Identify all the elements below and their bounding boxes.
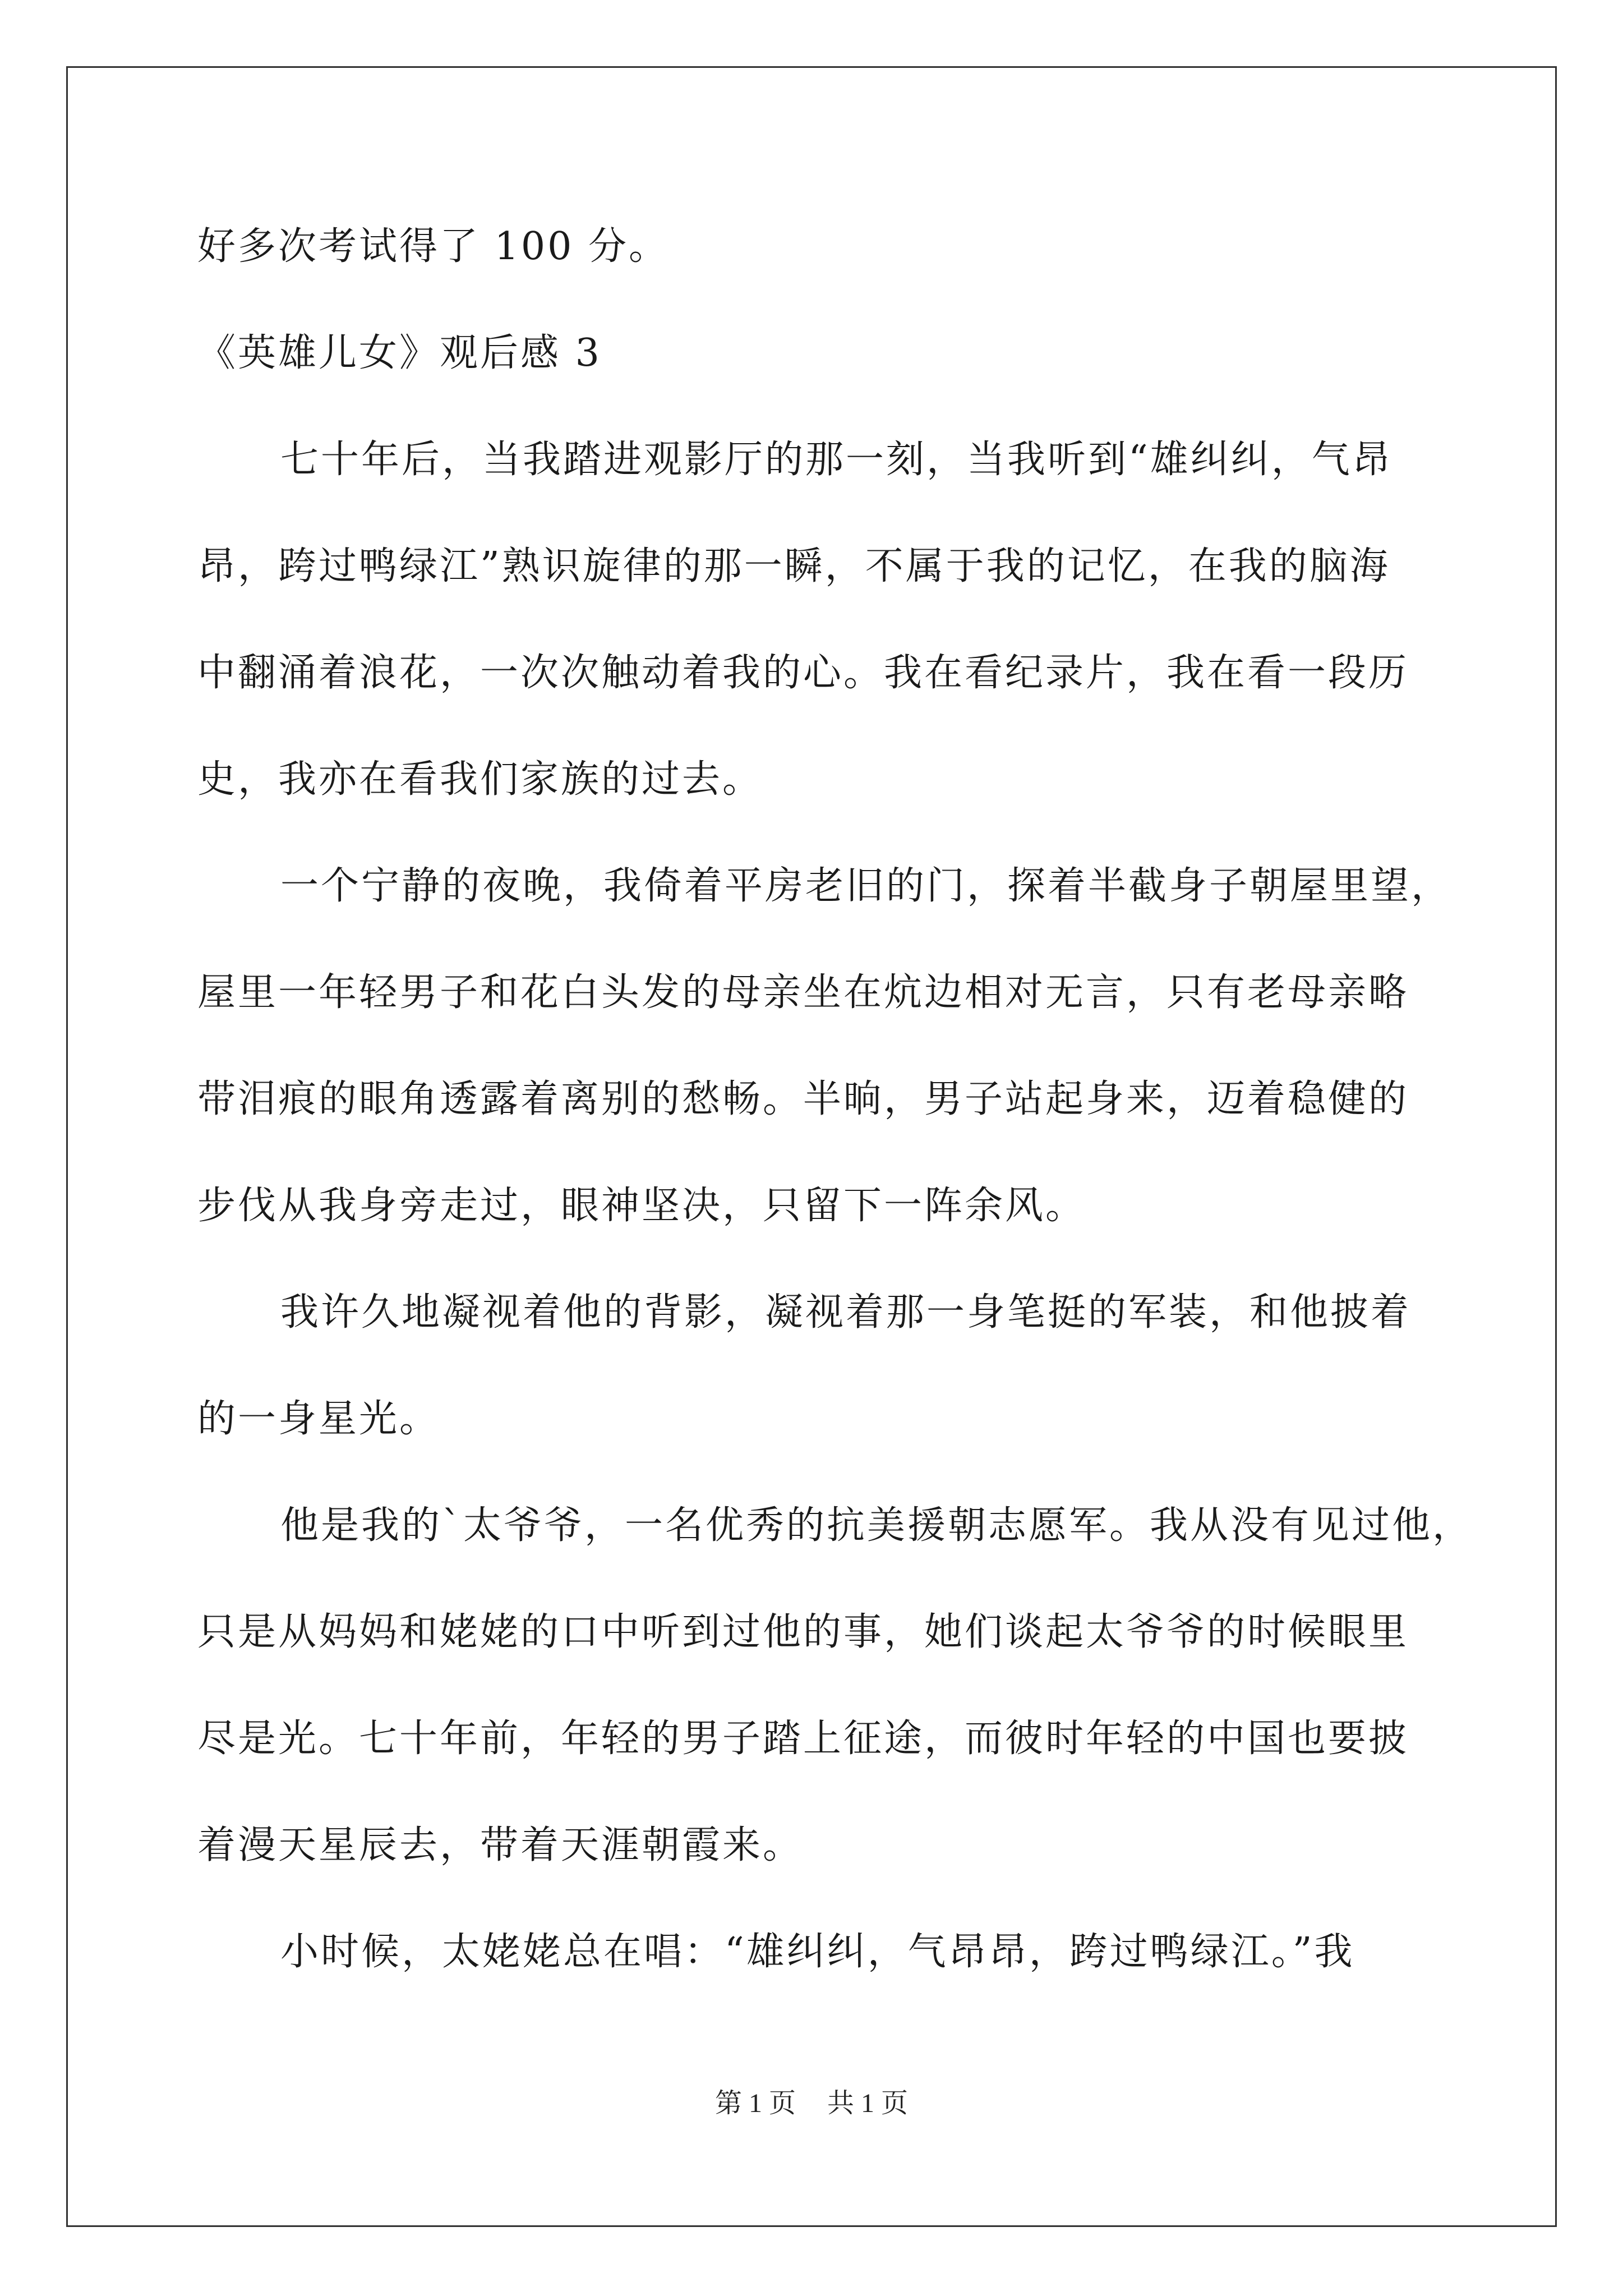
section-heading: 《英雄儿女》观后感 3 (197, 331, 602, 375)
text-line: 我许久地凝视着他的背影，凝视着那一身笔挺的军装，和他披着 (280, 1290, 1412, 1335)
text-line: 中翻涌着浪花，一次次触动着我的心。我在看纪录片，我在看一段历 (197, 651, 1409, 695)
text-line: 小时候，太姥姥总在唱：“雄纠纠，气昂昂，跨过鸭绿江。”我 (280, 1930, 1355, 1974)
text-line: 只是从妈妈和姥姥的口中听到过他的事，她们谈起太爷爷的时候眼里 (197, 1610, 1409, 1654)
text-line: 屋里一年轻男子和花白头发的母亲坐在炕边相对无言，只有老母亲略 (197, 970, 1409, 1015)
text-line: 好多次考试得了 100 分。 (197, 224, 670, 269)
text-line: 带泪痕的眼角透露着离别的愁畅。半晌，男子站起身来，迈着稳健的 (197, 1077, 1409, 1121)
page-border (66, 66, 1557, 2227)
text-line: 一个宁静的夜晚，我倚着平房老旧的门，探着半截身子朝屋里望， (280, 864, 1452, 908)
page-footer (0, 2081, 1623, 2120)
text-line: 七十年后，当我踏进观影厅的那一刻，当我听到“雄纠纠，气昂 (280, 438, 1393, 482)
text-line: 昂，跨过鸭绿江”熟识旋律的那一瞬，不属于我的记忆，在我的脑海 (197, 544, 1390, 588)
text-line: 着漫天星辰去，带着天涯朝霞来。 (197, 1823, 804, 1867)
text-line: 尽是光。七十年前，年轻的男子踏上征途，而彼时年轻的中国也要披 (197, 1717, 1409, 1761)
text-line: 他是我的`太爷爷，一名优秀的抗美援朝志愿军。我从没有见过他， (280, 1503, 1473, 1548)
text-line: 步伐从我身旁走过，眼神坚决，只留下一阵余风。 (197, 1184, 1086, 1228)
page-total: 共 1 页 (827, 2088, 909, 2118)
page-number: 第 1 页 (714, 2088, 796, 2118)
text-line: 史，我亦在看我们家族的过去。 (197, 757, 763, 802)
text-line: 的一身星光。 (197, 1397, 440, 1441)
